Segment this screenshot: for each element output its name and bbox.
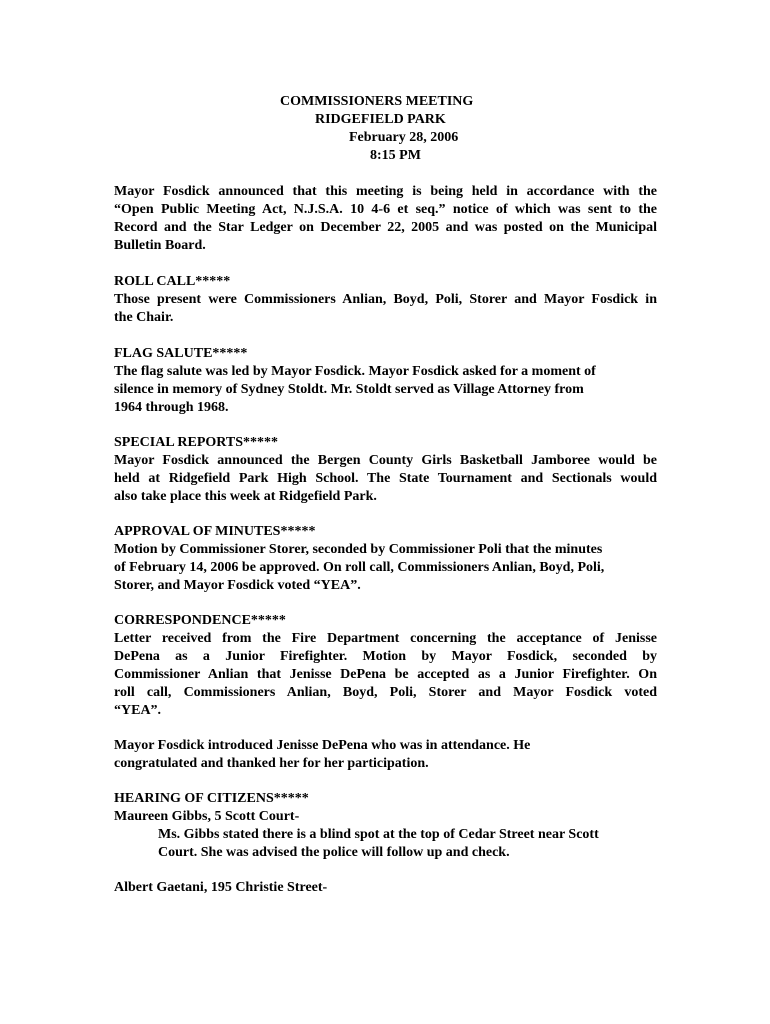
introduction-line: congratulated and thanked her for her participation.: [114, 756, 429, 771]
citizen-statement-line: Ms. Gibbs stated there is a blind spot at the top of Cedar Street near Scott: [158, 827, 599, 842]
flag-salute-line: silence in memory of Sydney Stoldt. Mr. Stoldt served as Village Attorney from: [114, 382, 584, 397]
citizen-statement-line: Court. She was advised the police will follow up and check.: [158, 845, 510, 860]
intro-line: Bulletin Board.: [114, 238, 206, 253]
correspondence-heading: CORRESPONDENCE*****: [114, 613, 286, 628]
roll-call-heading: ROLL CALL*****: [114, 274, 231, 289]
intro-line: Record and the Star Ledger on December 22, 2005 and was posted on the Municipal: [114, 220, 657, 235]
special-reports-line: also take place this week at Ridgefield Park.: [114, 489, 377, 504]
flag-salute-heading: FLAG SALUTE*****: [114, 346, 248, 361]
meeting-place: RIDGEFIELD PARK: [315, 112, 446, 127]
approval-minutes-line: Storer, and Mayor Fosdick voted “YEA”.: [114, 578, 361, 593]
meeting-time: 8:15 PM: [370, 148, 421, 163]
approval-minutes-line: of February 14, 2006 be approved. On roll call, Commissioners Anlian, Boyd, Poli,: [114, 560, 605, 575]
introduction-line: Mayor Fosdick introduced Jenisse DePena who was in attendance. He: [114, 738, 531, 753]
intro-line: Mayor Fosdick announced that this meeting is being held in accordance with the: [114, 184, 657, 199]
flag-salute-line: The flag salute was led by Mayor Fosdick. Mayor Fosdick asked for a moment of: [114, 364, 596, 379]
special-reports-line: held at Ridgefield Park High School. The State Tournament and Sectionals would: [114, 471, 657, 486]
correspondence-line: Letter received from the Fire Department concerning the acceptance of Jenisse: [114, 631, 657, 646]
correspondence-line: roll call, Commissioners Anlian, Boyd, Poli, Storer and Mayor Fosdick voted: [114, 685, 657, 700]
correspondence-line: DePena as a Junior Firefighter. Motion by Mayor Fosdick, seconded by: [114, 649, 657, 664]
hearing-citizens-heading: HEARING OF CITIZENS*****: [114, 791, 309, 806]
approval-minutes-heading: APPROVAL OF MINUTES*****: [114, 524, 316, 539]
roll-call-line: the Chair.: [114, 310, 174, 325]
citizen-name: Albert Gaetani, 195 Christie Street-: [114, 880, 328, 895]
correspondence-line: “YEA”.: [114, 703, 162, 718]
meeting-title: COMMISSIONERS MEETING: [280, 94, 474, 109]
flag-salute-line: 1964 through 1968.: [114, 400, 229, 415]
meeting-date: February 28, 2006: [349, 130, 459, 145]
special-reports-heading: SPECIAL REPORTS*****: [114, 435, 279, 450]
roll-call-line: Those present were Commissioners Anlian, Boyd, Poli, Storer and Mayor Fosdick in: [114, 292, 657, 307]
intro-line: “Open Public Meeting Act, N.J.S.A. 10 4-6 et seq.” notice of which was sent to the: [114, 202, 657, 217]
special-reports-line: Mayor Fosdick announced the Bergen County Girls Basketball Jamboree would be: [114, 453, 657, 468]
approval-minutes-line: Motion by Commissioner Storer, seconded by Commissioner Poli that the minutes: [114, 542, 603, 557]
citizen-name: Maureen Gibbs, 5 Scott Court-: [114, 809, 300, 824]
correspondence-line: Commissioner Anlian that Jenisse DePena be accepted as a Junior Firefighter. On: [114, 667, 657, 682]
